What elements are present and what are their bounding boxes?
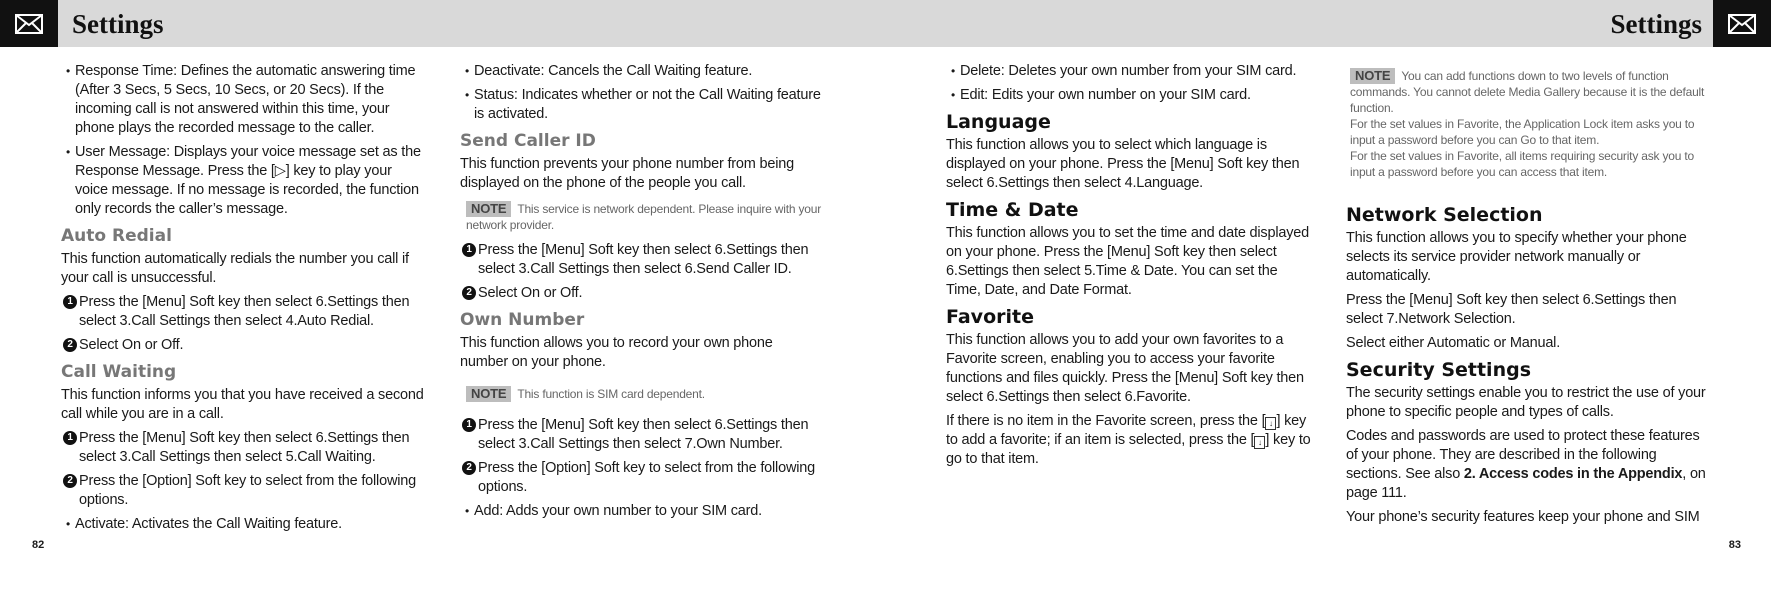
envelope-icon: [1713, 0, 1771, 47]
step-1-icon: 1: [462, 243, 476, 257]
appendix-reference: 2. Access codes in the Appendix: [1463, 466, 1683, 482]
step-1-icon: 1: [63, 431, 77, 445]
language-desc: This function allows you to select which language is displayed on your phone. Press the [Menu] Soft key then select 6.Settings then select 4.Language.: [946, 137, 1300, 191]
own-number-step-1: [460, 416, 822, 454]
favorite-extra: [946, 412, 1314, 469]
own-number-desc: This function allows you to record your own phone number on your phone.: [460, 335, 773, 370]
send-caller-step-2: [460, 284, 822, 303]
step-1-icon: 1: [63, 295, 77, 309]
text: Press the [Option] Soft key to select from the following options.: [478, 460, 815, 495]
column-1: [61, 62, 426, 539]
step-2-icon: 2: [63, 474, 77, 488]
page-title-right: Settings: [1610, 9, 1702, 39]
note-sim: [466, 386, 822, 402]
bullet-user-message: [61, 143, 426, 219]
heading-send-caller-id: Send Caller ID: [460, 131, 596, 151]
column-4: [1346, 62, 1712, 532]
play-key-icon: ▷: [274, 163, 286, 179]
text: This function is SIM card dependent.: [517, 387, 705, 401]
text: Select On or Off.: [79, 337, 184, 353]
heading-security-settings: Security Settings: [1346, 359, 1532, 381]
bullet-activate: • Activate: Activates the Call Waiting feature.: [61, 515, 426, 534]
text: Press the [Menu] Soft key then select 6.Settings then select 3.Call Settings then select 5.Call Waiting.: [79, 430, 410, 465]
note-line-2: For the set values in Favorite, the Application Lock item asks you to input a password before you can Go to that item.: [1350, 117, 1695, 147]
soft-key-icon: ↓: [1254, 436, 1265, 449]
heading-auto-redial: Auto Redial: [61, 226, 172, 246]
heading-favorite: Favorite: [946, 306, 1034, 328]
note-line-3: For the set values in Favorite, all items requiring security ask you to input a password before you can access that item.: [1350, 149, 1694, 179]
heading-time-date: Time & Date: [946, 199, 1079, 221]
network-select: Select either Automatic or Manual.: [1346, 335, 1561, 351]
text: Press the [Option] Soft key to select from the following options.: [79, 473, 416, 508]
note-tag: NOTE: [1350, 68, 1395, 84]
text: Select On or Off.: [478, 285, 583, 301]
text: ] key to add a favorite; if an item is selected, press the [: [946, 413, 1307, 448]
call-waiting-step-1: [61, 429, 426, 467]
page-title-left: Settings: [72, 9, 164, 39]
auto-redial-step-2: [61, 336, 426, 355]
send-caller-desc: This function prevents your phone number from being displayed on the phone of the people you call.: [460, 156, 794, 191]
text: Press the [Menu] Soft key then select 6.Settings then select 3.Call Settings then select 7.Own Number.: [478, 417, 809, 452]
own-number-step-2: [460, 459, 822, 497]
time-date-desc: This function allows you to set the time and date displayed on your phone. Press the [Menu] Soft key then select 6.Settings then select 5.Time & Date. You can set the Time, Date, and Date Format.: [946, 225, 1309, 298]
text: User Message: Displays your voice message set as the Response Message. Press the [: [75, 144, 421, 179]
text: Press the [Menu] Soft key then select 6.Settings then select 3.Call Settings then select 4.Auto Redial.: [79, 294, 410, 329]
call-waiting-step-2: [61, 472, 426, 510]
bullet-edit: • Edit: Edits your own number on your SIM card.: [946, 86, 1314, 105]
security-last: Your phone’s security features keep your phone and SIM: [1346, 509, 1700, 525]
column-3: [946, 62, 1314, 474]
text: , on page 111.: [1346, 466, 1706, 501]
note-network: [466, 201, 822, 233]
favorite-desc: This function allows you to add your own favorites to a Favorite screen, enabling you to access your favorite functions and files quickly. Press the [Menu] Soft key then select 6.Settings then select 6.Favorite.: [946, 332, 1304, 405]
step-2-icon: 2: [462, 461, 476, 475]
bullet-status: • Status: Indicates whether or not the Call Waiting feature is activated.: [460, 86, 822, 124]
heading-network-selection: Network Selection: [1346, 204, 1543, 226]
heading-own-number: Own Number: [460, 310, 585, 330]
text: ] key to go to that item.: [946, 432, 1311, 467]
heading-call-waiting: Call Waiting: [61, 362, 177, 382]
soft-key-icon: ↓: [1265, 417, 1276, 430]
auto-redial-desc: This function automatically redials the number you call if your call is unsuccessful.: [61, 251, 409, 286]
note-favorite: [1350, 68, 1712, 180]
text: You can add functions down to two levels of function commands. You cannot delete Media Gallery because it is the default function.: [1350, 69, 1705, 115]
page-number-left: 82: [32, 539, 45, 551]
column-2: [460, 62, 822, 526]
page-number-right: 83: [1728, 539, 1741, 551]
text: This service is network dependent. Please inquire with your network provider.: [466, 202, 822, 232]
security-codes: [1346, 427, 1712, 503]
network-desc: This function allows you to specify whether your phone selects its service provider network manually or automatically.: [1346, 230, 1687, 284]
text: Codes and passwords are used to protect these features of your phone. They are described in the following sections. See also: [1346, 428, 1700, 482]
step-2-icon: 2: [63, 338, 77, 352]
bullet-deactivate: • Deactivate: Cancels the Call Waiting feature.: [460, 62, 822, 81]
heading-language: Language: [946, 111, 1051, 133]
note-tag: NOTE: [466, 386, 511, 402]
note-tag: NOTE: [466, 201, 511, 217]
auto-redial-step-1: [61, 293, 426, 331]
network-step: Press the [Menu] Soft key then select 6.Settings then select 7.Network Selection.: [1346, 292, 1677, 327]
text: ] key to play your voice message. If no message is recorded, the function only records the caller’s message.: [75, 163, 419, 217]
step-2-icon: 2: [462, 286, 476, 300]
bullet-add: • Add: Adds your own number to your SIM card.: [460, 502, 822, 521]
text: Press the [Menu] Soft key then select 6.Settings then select 3.Call Settings then select 6.Send Caller ID.: [478, 242, 809, 277]
note-line-1: [1350, 68, 1712, 116]
send-caller-step-1: [460, 241, 822, 279]
header-bar: [0, 0, 1771, 47]
call-waiting-desc: This function informs you that you have received a second call while you are in a call.: [61, 387, 424, 422]
bullet-response-time: • Response Time: Defines the automatic answering time (After 3 Secs, 5 Secs, 10 Secs, or 20 Secs). If the incoming call is not answered within this time, your phone plays the recorded message to the caller.: [61, 62, 426, 138]
step-1-icon: 1: [462, 418, 476, 432]
security-desc: The security settings enable you to restrict the use of your phone to specific people and types of calls.: [1346, 385, 1706, 420]
bullet-delete: • Delete: Deletes your own number from your SIM card.: [946, 62, 1314, 81]
text: If there is no item in the Favorite screen, press the [: [946, 413, 1266, 429]
envelope-icon: [0, 0, 58, 47]
